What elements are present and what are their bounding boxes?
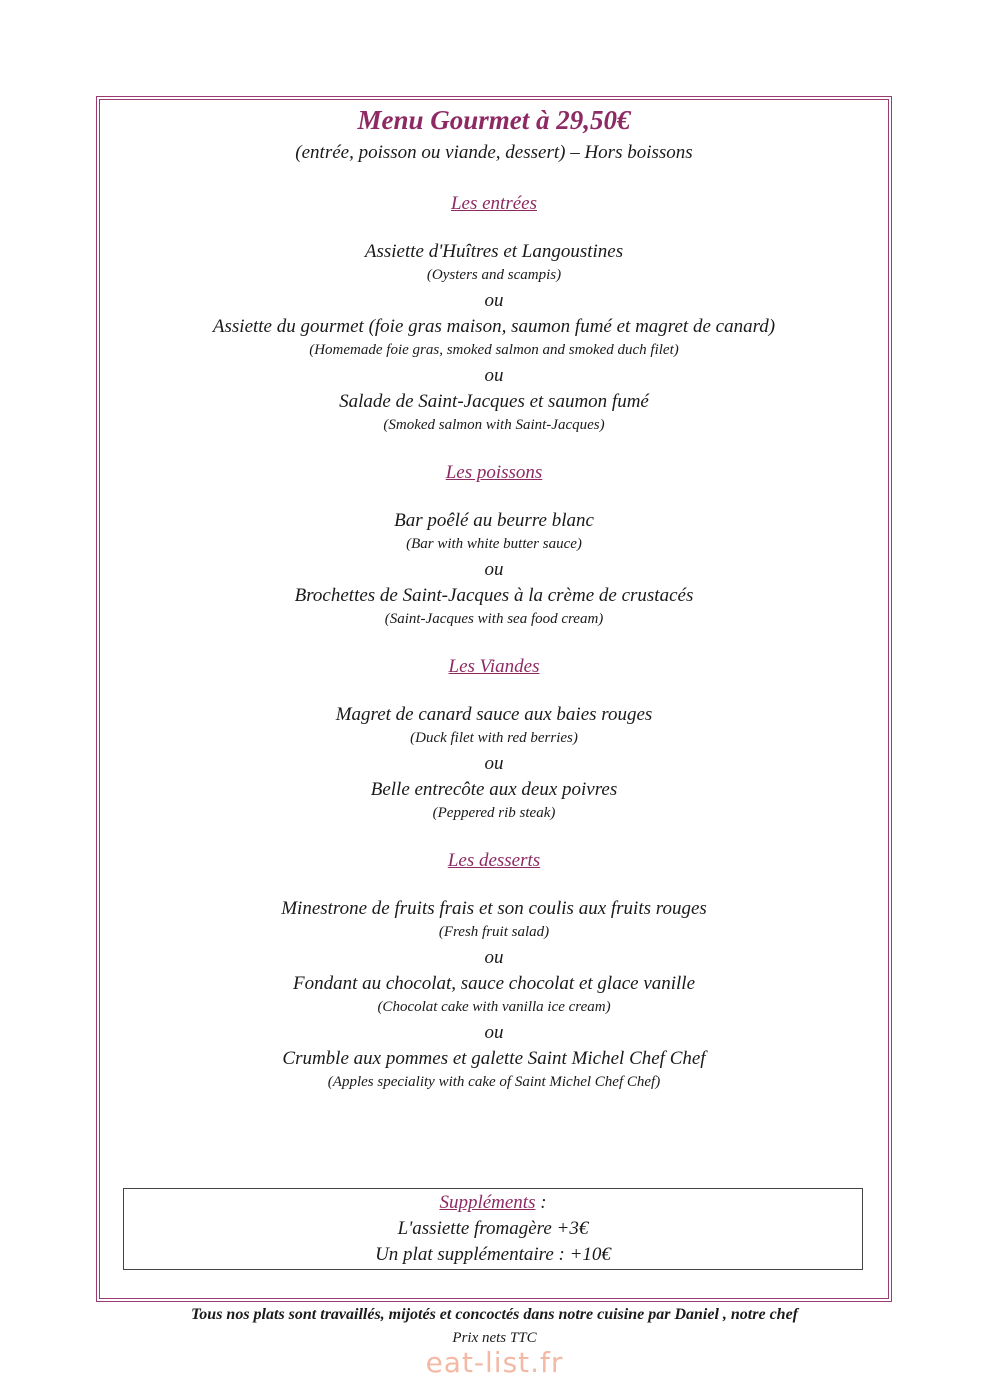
dish-translation: (Fresh fruit salad): [438, 924, 550, 940]
dish-translation: (Smoked salmon with Saint-Jacques): [383, 417, 605, 433]
supplements-box: [123, 1188, 863, 1270]
supplements-colon: :: [535, 1192, 547, 1213]
dish-name: Assiette d'Huîtres et Langoustines: [364, 241, 624, 262]
dish-name: Belle entrecôte aux deux poivres: [370, 779, 618, 800]
menu-subtitle: (entrée, poisson ou viande, dessert) – Hors boissons: [295, 142, 693, 163]
dish-translation: (Bar with white butter sauce): [406, 536, 582, 552]
dish-translation: (Duck filet with red berries): [410, 730, 578, 746]
dish-name: Bar poêlé au beurre blanc: [394, 510, 594, 531]
dish-name: Salade de Saint-Jacques et saumon fumé: [339, 391, 649, 412]
dish-translation: (Chocolat cake with vanilla ice cream): [377, 999, 611, 1015]
dish-translation: (Saint-Jacques with sea food cream): [384, 611, 604, 627]
footer-note: Tous nos plats sont travaillés, mijotés et concoctés dans notre cuisine par Daniel , notre chef: [191, 1306, 798, 1323]
dish-name: Crumble aux pommes et galette Saint Michel Chef Chef: [282, 1048, 706, 1069]
separator-ou: ou: [484, 290, 504, 311]
section-title-entrees: Les entrées: [450, 193, 537, 214]
menu-content: [100, 100, 888, 1092]
dish-name: Fondant au chocolat, sauce chocolat et glace vanille: [292, 973, 696, 994]
dish-translation: (Oysters and scampis): [426, 267, 562, 283]
supplement-item: L'assiette fromagère +3€: [397, 1218, 589, 1239]
section-title-desserts: Les desserts: [447, 850, 541, 871]
separator-ou: ou: [484, 559, 504, 580]
supplement-item: Un plat supplémentaire : +10€: [375, 1244, 611, 1265]
dish-translation: (Apples speciality with cake of Saint Michel Chef Chef): [327, 1074, 661, 1090]
separator-ou: ou: [484, 947, 504, 968]
supplements-heading: [124, 1190, 862, 1216]
dish-name: Assiette du gourmet (foie gras maison, saumon fumé et magret de canard): [212, 316, 776, 337]
watermark: eat-list.fr: [425, 1346, 564, 1379]
section-title-poissons: Les poissons: [445, 462, 543, 483]
dish-translation: (Homemade foie gras, smoked salmon and smoked duch filet): [309, 342, 679, 358]
separator-ou: ou: [484, 365, 504, 386]
section-title-viandes: Les Viandes: [448, 656, 540, 677]
dish-translation: (Peppered rib steak): [432, 805, 556, 821]
supplements-title: Suppléments: [439, 1192, 536, 1213]
dish-name: Minestrone de fruits frais et son coulis aux fruits rouges: [281, 898, 707, 919]
separator-ou: ou: [484, 1022, 504, 1043]
dish-name: Brochettes de Saint-Jacques à la crème de crustacés: [294, 585, 694, 606]
dish-name: Magret de canard sauce aux baies rouges: [335, 704, 653, 725]
menu-title: Menu Gourmet à 29,50€: [357, 105, 631, 135]
separator-ou: ou: [484, 753, 504, 774]
footer-prices: Prix nets TTC: [452, 1330, 537, 1346]
